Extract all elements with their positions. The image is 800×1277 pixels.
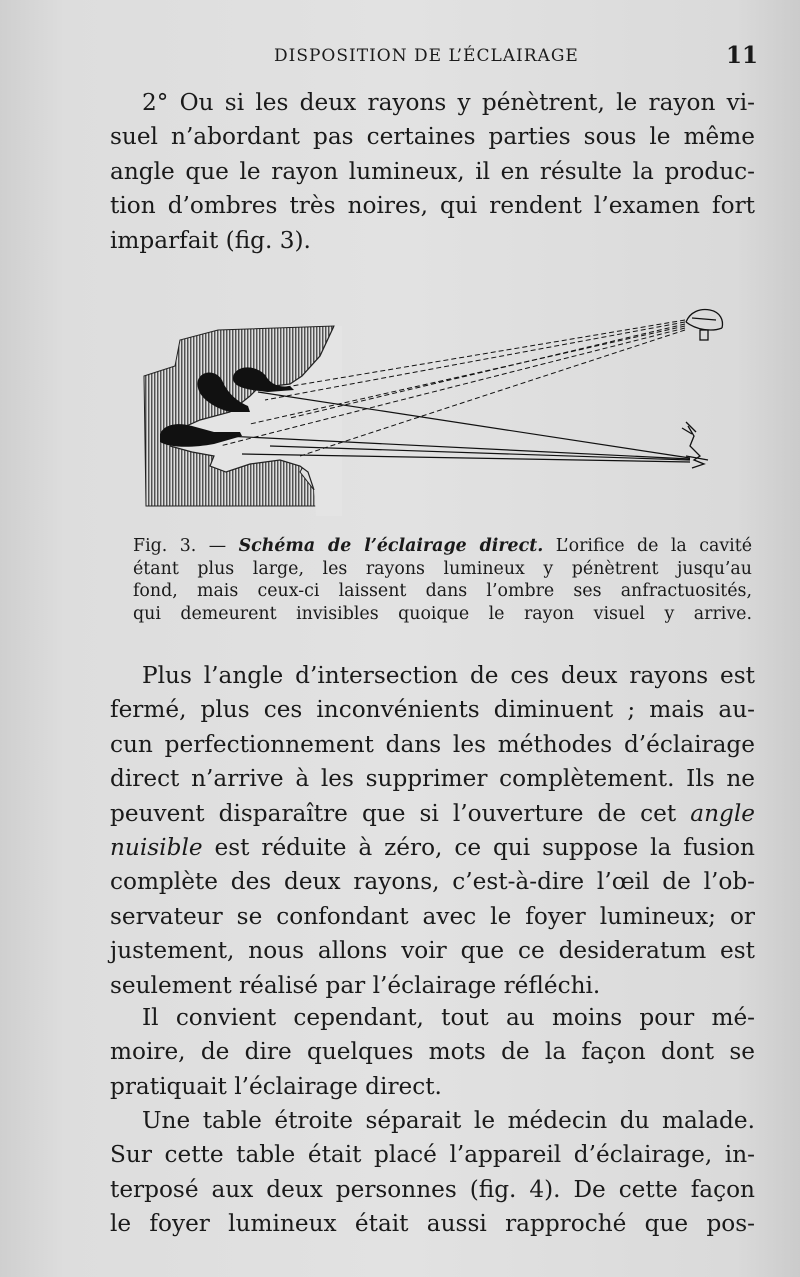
paragraph-shadows (110, 86, 755, 258)
text-line: Il convient cependant, tout au moins pour mé- (142, 1004, 755, 1031)
caption-line: fond, mais ceux-ci laissent dans l’ombre ses anfractuosités, (133, 581, 752, 601)
caption-text: L’orifice de la cavité (543, 536, 753, 556)
text-line: moire, de dire quelques mots de la façon dont se (110, 1038, 755, 1066)
text-line: fermé, plus ces inconvénients diminuent ; mais au- (110, 696, 755, 724)
caption-dash: — (196, 536, 239, 556)
text-line: justement, nous allons voir que ce desideratum est (110, 937, 755, 965)
figure-3-direct-lighting-schematic (130, 296, 750, 520)
paragraph-angle (110, 659, 755, 1003)
caption-title: Schéma de l’éclairage direct. (238, 536, 544, 556)
eye-icon (682, 422, 708, 468)
italic-term: nuisible (110, 834, 203, 862)
caption-line: étant plus large, les rayons lumineux y pénètrent jusqu’au (133, 558, 752, 579)
text-line: tion d’ombres très noires, qui rendent l’examen fort (110, 192, 755, 220)
text-line: le foyer lumineux était aussi rapproché que pos- (110, 1210, 755, 1238)
text-run: est réduite à zéro, ce qui suppose la fusion (202, 834, 755, 862)
text-line: imparfait (fig. 3). (110, 226, 311, 254)
running-title: DISPOSITION DE L’ÉCLAIRAGE (274, 46, 579, 66)
caption-line: qui demeurent invisibles quoique le rayon visuel y arrive. (133, 603, 752, 624)
italic-term: angle (690, 799, 755, 827)
caption-line (133, 535, 752, 558)
text-line: servateur se confondant avec le foyer lumineux; or (110, 902, 755, 930)
text-line: cun perfectionnement dans les méthodes d’éclairage (110, 730, 755, 758)
text-line: seulement réalisé par l’éclairage réfléchi. (110, 971, 601, 999)
text-line: Une table étroite séparait le médecin du malade. (142, 1107, 755, 1134)
running-head (0, 42, 800, 70)
text-line: 2° Ou si les deux rayons y pénètrent, le rayon vi- (142, 89, 755, 116)
paragraph-table (110, 1104, 755, 1242)
paragraph-memory (110, 1001, 755, 1104)
text-line (110, 831, 755, 865)
figure-caption (133, 535, 752, 625)
text-line: terposé aux deux personnes (fig. 4). De cette façon (110, 1175, 755, 1203)
text-run: peuvent disparaître que si l’ouverture de cet (110, 799, 691, 827)
page-number: 11 (726, 42, 759, 69)
text-line: direct n’arrive à les supprimer complètement. Ils ne (110, 765, 755, 793)
text-line: Plus l’angle d’intersection de ces deux rayons est (142, 662, 755, 689)
text-line: Sur cette table était placé l’appareil d’éclairage, in- (110, 1141, 755, 1169)
text-line: angle que le rayon lumineux, il en résulte la produc- (110, 157, 755, 185)
text-line: pratiquait l’éclairage direct. (110, 1072, 442, 1100)
text-line: suel n’abordant pas certaines parties sous le même (110, 123, 755, 151)
caption-label: Fig. 3. (133, 536, 197, 556)
text-line (110, 797, 755, 831)
text-line: complète des deux rayons, c’est-à-dire l’œil de l’ob- (110, 868, 755, 896)
lamp-icon (686, 310, 723, 341)
